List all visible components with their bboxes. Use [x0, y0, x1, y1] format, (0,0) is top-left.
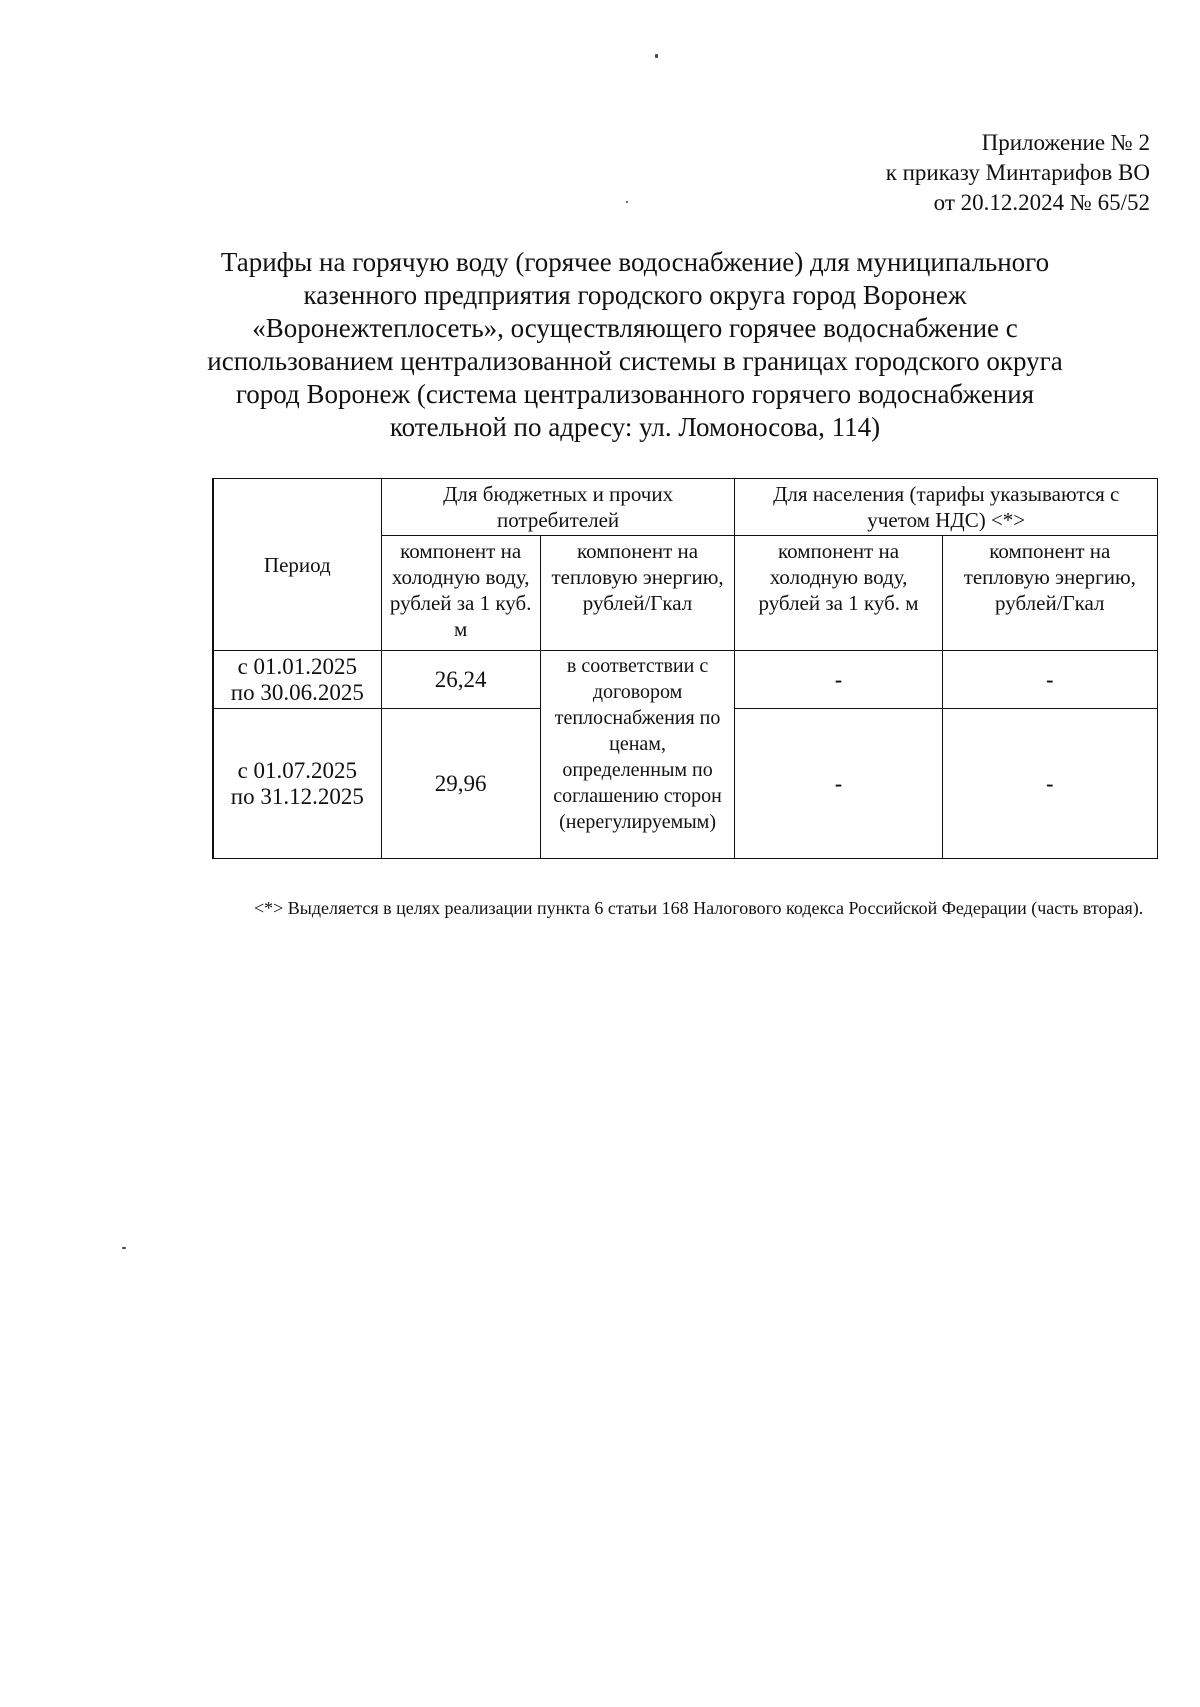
- header-budget-heat: компонент на тепловую энергию, рублей/Гкал: [540, 536, 735, 651]
- title-line: «Воронежтеплосеть», осуществляющего горячее водоснабжение с: [252, 313, 1018, 343]
- title-line: котельной по адресу: ул. Ломоносова, 114): [389, 412, 881, 442]
- population-cold-value: -: [735, 709, 942, 859]
- population-heat-value: -: [942, 651, 1157, 709]
- scan-speck: [655, 54, 658, 58]
- title-line: использованием централизованной системы в границах городского округа: [207, 346, 1063, 376]
- period-end: по 31.12.2025: [230, 783, 364, 809]
- period-cell: [213, 651, 381, 709]
- period-end: по 30.06.2025: [230, 679, 364, 705]
- table-header-row: [213, 479, 1158, 536]
- title-line: Тарифы на горячую воду (горячее водоснабжение) для муниципального: [220, 247, 1050, 277]
- budget-heat-note: в соответствии с договором теплоснабжения по ценам, определенным по соглашению сторон (нерегулируемым): [540, 651, 735, 859]
- population-cold-value: -: [735, 651, 942, 709]
- period-start: с 01.01.2025: [237, 653, 358, 679]
- appendix-number: Приложение № 2: [981, 130, 1150, 155]
- appendix-reference: [886, 128, 1150, 218]
- title-line: город Воронеж (система централизованного горячего водоснабжения: [235, 379, 1035, 409]
- footnote: <*> Выделяется в целях реализации пункта 6 статьи 168 Налогового кодекса Российской Федерации (часть вторая).: [254, 898, 1144, 918]
- period-cell: [213, 709, 381, 859]
- period-start: с 01.07.2025: [237, 757, 358, 783]
- title-line: казенного предприятия городского округа город Воронеж: [303, 280, 967, 310]
- appendix-order: к приказу Минтарифов ВО: [885, 160, 1150, 185]
- document-title: [190, 246, 1080, 444]
- population-heat-value: -: [942, 709, 1157, 859]
- header-budget-group: Для бюджетных и прочих потребителей: [381, 479, 735, 536]
- table-row: [213, 651, 1158, 709]
- budget-cold-value: 26,24: [381, 651, 540, 709]
- header-budget-cold: компонент на холодную воду, рублей за 1 куб. м: [381, 536, 540, 651]
- scan-speck: [626, 201, 628, 203]
- appendix-date: от 20.12.2024 № 65/52: [933, 190, 1150, 215]
- header-population-heat: компонент на тепловую энергию, рублей/Гкал: [942, 536, 1157, 651]
- header-population-group: Для населения (тарифы указываются с учетом НДС) <*>: [735, 479, 1158, 536]
- scan-speck: [122, 1247, 126, 1249]
- tariff-table: [212, 478, 1158, 859]
- header-population-cold: компонент на холодную воду, рублей за 1 куб. м: [735, 536, 942, 651]
- budget-cold-value: 29,96: [381, 709, 540, 859]
- header-period: Период: [213, 479, 381, 651]
